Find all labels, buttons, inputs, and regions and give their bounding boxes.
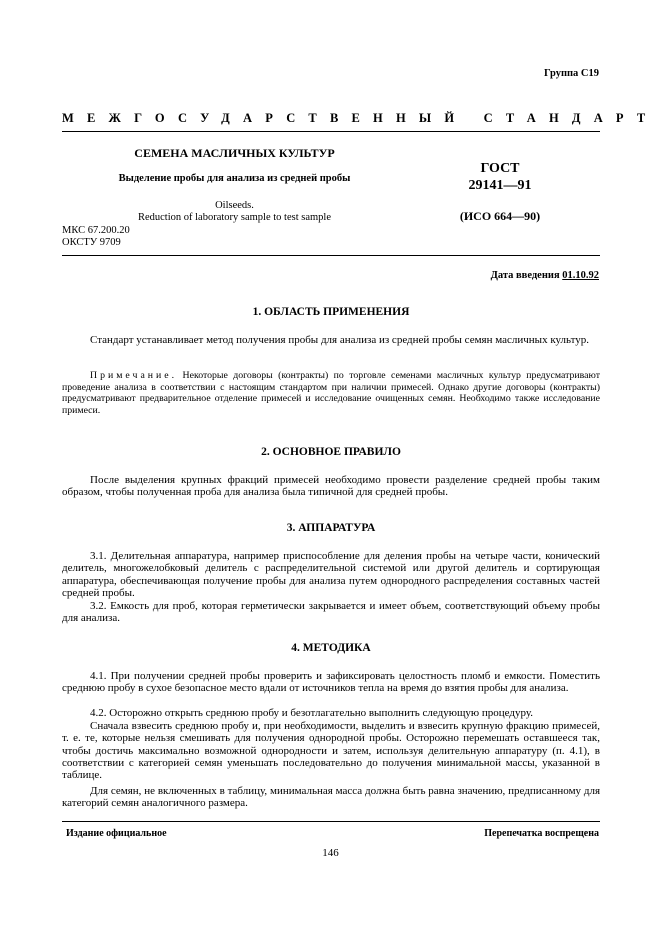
title-block — [62, 146, 407, 223]
section-4-paragraph-4: Для семян, не включенных в таблицу, минимальная масса должна быть равна значению, предписанному для категорий семян аналогичного размера. — [62, 785, 600, 810]
classification-codes — [62, 225, 130, 249]
section-1-heading: 1. ОБЛАСТЬ ПРИМЕНЕНИЯ — [252, 306, 410, 318]
group-code: Группа С19 — [543, 68, 599, 79]
section-4-paragraph-3: Сначала взвесить среднюю пробу и, при необходимости, выделить и взвесить крупную фракцию примесей, т. е. те, которые нельзя смешивать для получения однородной пробы. Осторожно перемешать оставшееся так, чтобы достичь максимально возможной однородности и затем, используя делительную аппаратуру (п. 4.1), в соответствии с категорией семян уменьшать последовательно до получения минимальной массы, указанной в таблице. — [62, 720, 600, 782]
title-rule — [62, 255, 600, 256]
section-4-heading: 4. МЕТОДИКА — [291, 642, 371, 654]
section-3-heading: 3. АППАРАТУРА — [286, 522, 376, 534]
section-4-paragraph-1: 4.1. При получении средней пробы проверить и зафиксировать целостность пломб и емкости. Поместить среднюю пробу в сухое безопасное место вдали от источников тепла на время до взятия пробы для анализа. — [62, 670, 600, 695]
okstu-code: ОКСТУ 9709 — [62, 237, 121, 248]
section-3-paragraph-2: 3.2. Емкость для проб, которая герметически закрывается и имеет объем, соответствующий объему пробы для анализа. — [62, 600, 600, 625]
official-edition-label: Издание официальное — [66, 828, 167, 839]
section-1-note — [62, 370, 600, 416]
section-1-paragraph: Стандарт устанавливает метод получения пробы для анализа из средней пробы семян масличных культур. — [90, 334, 590, 346]
page-number: 146 — [322, 847, 339, 859]
standard-banner: МЕЖГОСУДАРСТВЕННЫЙ СТАНДАРТ — [62, 111, 659, 125]
mks-code: МКС 67.200.20 — [62, 225, 130, 236]
iso-reference: (ИСО 664—90) — [459, 209, 541, 223]
introduction-date — [491, 270, 599, 281]
subtitle-english: Reduction of laboratory sample to test sample — [137, 212, 332, 223]
date-label: Дата введения — [490, 270, 560, 281]
gost-number: 29141—91 — [468, 178, 532, 193]
section-2-paragraph: После выделения крупных фракций примесей необходимо провести разделение средней пробы таким образом, чтобы полученная проба для анализа была типичной для средней пробы. — [62, 474, 600, 499]
footer-rule — [62, 821, 600, 822]
gost-label: ГОСТ — [480, 161, 520, 176]
section-3-paragraph-1: 3.1. Делительная аппаратура, например приспособление для деления пробы на четыре части, конический делитель, многожелобковый делитель с распределительной системой или другой делитель и сортирующая аппаратура, обеспечивающая получение пробы для анализа путем однородного распределения составных частей средней пробы. — [62, 550, 600, 599]
section-2-heading: 2. ОСНОВНОЕ ПРАВИЛО — [261, 446, 401, 458]
subtitle-russian: Выделение пробы для анализа из средней пробы — [118, 173, 351, 184]
title-english: Oilseeds. — [215, 200, 254, 211]
header-rule — [62, 131, 600, 132]
note-text: Некоторые договоры (контракты) по торговле семенами масличных культур предусматривают проведение анализа в соответствии с настоящим стандартом при наличии примесей. Однако другие договоры (контракты) предусматривают предварительное отделение примесей и исследование очищенных семян. Необходимо также исследование примеси. — [62, 370, 600, 416]
gost-designation — [440, 160, 560, 194]
reprint-prohibited-label: Перепечатка воспрещена — [484, 828, 599, 839]
note-label: Примечание. — [90, 370, 178, 381]
title-russian: СЕМЕНА МАСЛИЧНЫХ КУЛЬТУР — [134, 146, 335, 160]
date-value: 01.10.92 — [562, 270, 599, 281]
section-4-paragraph-2: 4.2. Осторожно открыть среднюю пробу и безотлагательно выполнить следующую процедуру. — [90, 707, 533, 719]
